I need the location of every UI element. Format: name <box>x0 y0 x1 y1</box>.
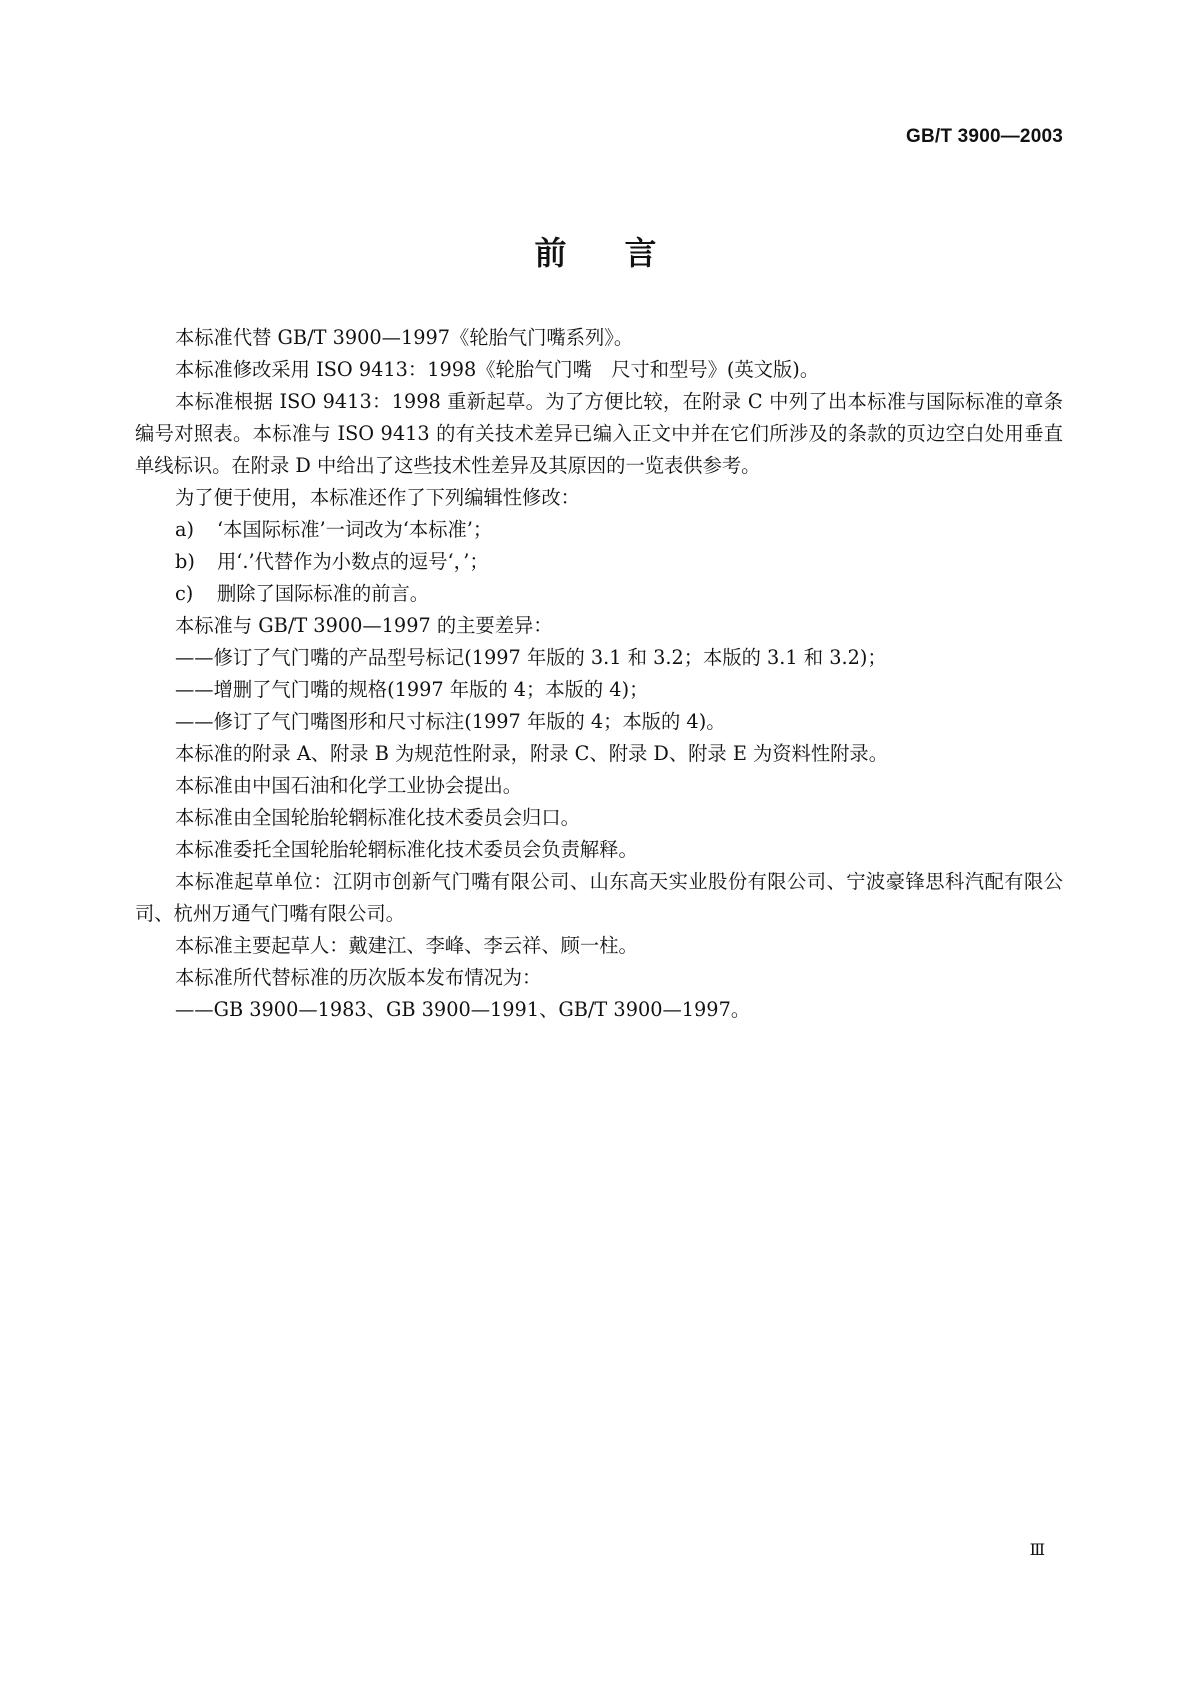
difference-item: ——修订了气门嘴的产品型号标记(1997 年版的 3.1 和 3.2；本版的 3.1 和 3.2)； <box>175 646 887 669</box>
paragraph-drafting-basis: 本标准根据 ISO 9413：1998 重新起草。为了方便比较，在附录 C 中列了出本标准与国际标准的章条编号对照表。本标准与 ISO 9413 的有关技术差异已编入正文中并在它们所涉及的条款的页边空白处用垂直单线标识。在附录 D 中给出了这些技术性差异及其原因的一览表供参考。 <box>135 390 1063 477</box>
standard-code: GB/T 3900—2003 <box>906 126 1063 147</box>
edit-item <box>135 578 1063 610</box>
paragraph-replaces: 本标准代替 GB/T 3900—1997《轮胎气门嘴系列》。 <box>175 326 634 349</box>
edit-item <box>135 514 1063 546</box>
paragraph-drafting-units: 本标准起草单位：江阴市创新气门嘴有限公司、山东高天实业股份有限公司、宁波豪锋思科汽配有限公司、杭州万通气门嘴有限公司。 <box>135 870 1063 925</box>
page-title: 前言 <box>534 234 715 272</box>
document-body <box>135 322 1063 1026</box>
difference-item: ——增删了气门嘴的规格(1997 年版的 4；本版的 4)； <box>175 678 649 701</box>
paragraph-history-intro: 本标准所代替标准的历次版本发布情况为： <box>175 966 542 989</box>
paragraph-annexes: 本标准的附录 A、附录 B 为规范性附录，附录 C、附录 D、附录 E 为资料性附录。 <box>175 742 888 765</box>
edit-item-mark: b) <box>175 550 195 573</box>
paragraph-adoption: 本标准修改采用 ISO 9413：1998《轮胎气门嘴 尺寸和型号》(英文版)。 <box>175 358 820 381</box>
history-item: ——GB 3900—1983、GB 3900—1991、GB/T 3900—1997。 <box>175 998 751 1021</box>
paragraph-drafters: 本标准主要起草人：戴建江、李峰、李云祥、顾一柱。 <box>175 934 638 957</box>
edit-item-text: ‘本国际标准’一词改为‘本标准’； <box>217 518 493 541</box>
edit-item <box>135 546 1063 578</box>
edit-item-mark: a) <box>175 518 195 541</box>
paragraph-editorial-intro: 为了便于使用，本标准还作了下列编辑性修改： <box>175 486 580 509</box>
paragraph-committee: 本标准由全国轮胎轮辋标准化技术委员会归口。 <box>175 806 580 829</box>
paragraph-differences-intro: 本标准与 GB/T 3900—1997 的主要差异： <box>175 614 553 637</box>
edit-item-mark: c) <box>175 582 194 605</box>
edit-item-text: 删除了国际标准的前言。 <box>217 582 430 605</box>
paragraph-interpretation: 本标准委托全国轮胎轮辋标准化技术委员会负责解释。 <box>175 838 638 861</box>
page-number: Ⅲ <box>1029 1540 1045 1559</box>
edit-item-text: 用‘.’代替作为小数点的逗号‘，’； <box>217 550 489 573</box>
paragraph-proposer: 本标准由中国石油和化学工业协会提出。 <box>175 774 523 797</box>
difference-item: ——修订了气门嘴图形和尺寸标注(1997 年版的 4；本版的 4)。 <box>175 710 726 733</box>
